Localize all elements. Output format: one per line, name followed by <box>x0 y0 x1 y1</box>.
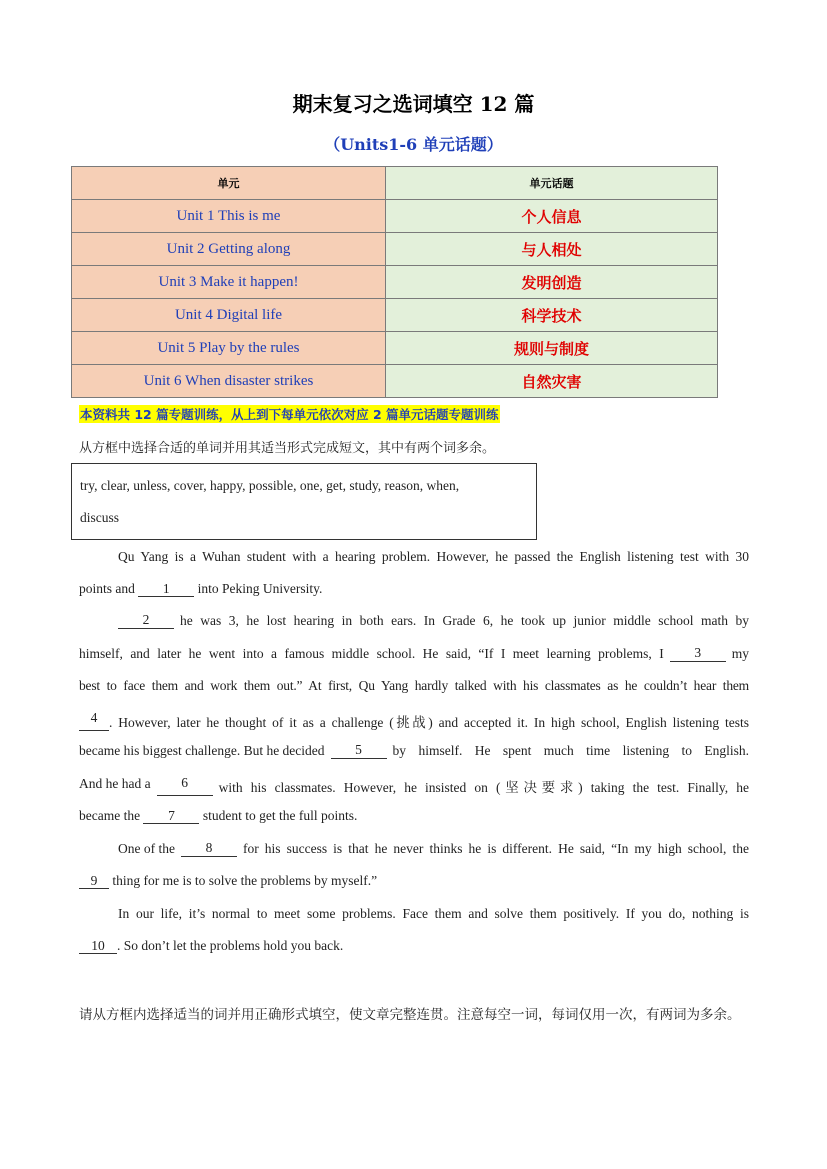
passage-line <box>79 873 749 889</box>
table-header-row <box>72 167 718 200</box>
page-title: 期末复习之选词填空 12 篇 <box>292 92 535 116</box>
passage-text: my <box>731 646 749 661</box>
unit-cell: Unit 6 When disaster strikes <box>72 365 386 398</box>
passage-line: In our life, it’s normal to meet some problems. Face them and solve them positively. If you do, nothing is <box>118 906 749 921</box>
blank-6: 6 <box>157 776 213 796</box>
table-row <box>72 200 718 233</box>
passage-text: . However, later he thought of it as a challenge (挑战) and accepted it. In high school, English listening tests <box>109 715 749 730</box>
unit-cell: Unit 2 Getting along <box>72 233 386 266</box>
instruction-text: 从方框中选择合适的单词并用其适当形式完成短文，其中有两个词多余。 <box>79 441 496 456</box>
topic-cell: 自然灾害 <box>386 365 718 398</box>
passage-line <box>79 711 749 731</box>
instruction-text-2: 请从方框内选择适当的词并用正确形式填空，使文章完整连贯。注意每空一词，每词仅用一次，有两词为多余。 <box>79 1007 741 1023</box>
passage-text: into Peking University. <box>197 581 323 596</box>
header-topic: 单元话题 <box>386 167 718 200</box>
passage-line <box>118 841 749 857</box>
topic-cell: 个人信息 <box>386 200 718 233</box>
topic-cell: 科学技术 <box>386 299 718 332</box>
passage-line <box>118 613 749 629</box>
table-row <box>72 365 718 398</box>
passage-text: became his biggest challenge. But he decided <box>79 743 325 758</box>
unit-cell: Unit 1 This is me <box>72 200 386 233</box>
passage-line <box>79 938 749 954</box>
blank-1: 1 <box>138 582 194 597</box>
table-row <box>72 233 718 266</box>
highlight-note: 本资料共 12 篇专题训练，从上到下每单元依次对应 2 篇单元话题专题训练 <box>80 407 499 422</box>
passage-text: himself, and later he went into a famous middle school. He said, “If I meet learning problems, I <box>79 646 664 661</box>
topic-cell: 发明创造 <box>386 266 718 299</box>
page-subtitle: （Units1-6 单元话题） <box>324 135 503 154</box>
blank-7: 7 <box>143 809 199 824</box>
blank-10: 10 <box>79 939 117 954</box>
passage-line <box>79 743 749 759</box>
passage-line <box>79 776 749 796</box>
passage-text: And he had a <box>79 776 151 791</box>
header-unit: 单元 <box>72 167 386 200</box>
passage-line <box>79 581 749 597</box>
topic-cell: 与人相处 <box>386 233 718 266</box>
unit-cell: Unit 5 Play by the rules <box>72 332 386 365</box>
blank-2: 2 <box>118 613 174 629</box>
unit-cell: Unit 4 Digital life <box>72 299 386 332</box>
passage-line: best to face them and work them out.” At first, Qu Yang hardly talked with his classmates as he couldn’t hear them <box>79 678 749 693</box>
word-box-line: discuss <box>80 510 120 525</box>
passage-text: . So don’t let the problems hold you back. <box>117 938 344 953</box>
table-row <box>72 299 718 332</box>
unit-topic-table <box>71 166 718 398</box>
blank-3: 3 <box>670 646 726 662</box>
blank-4: 4 <box>79 711 109 731</box>
passage-line: Qu Yang is a Wuhan student with a hearing problem. However, he passed the English listening test with 30 <box>118 549 749 564</box>
topic-cell: 规则与制度 <box>386 332 718 365</box>
passage-text: by himself. He spent much time listening to English. <box>392 743 749 758</box>
word-box <box>71 463 537 540</box>
unit-cell: Unit 3 Make it happen! <box>72 266 386 299</box>
passage-text: with his classmates. However, he insisted on (坚决要求) taking the test. Finally, he <box>218 780 749 795</box>
passage-text: One of the <box>118 841 175 856</box>
passage-text: for his success is that he never thinks he is different. He said, “In my high school, the <box>242 841 749 856</box>
blank-8: 8 <box>181 841 237 857</box>
passage-text: thing for me is to solve the problems by myself.” <box>112 873 378 888</box>
passage-text: became the <box>79 808 141 823</box>
passage-text: points and <box>79 581 135 596</box>
word-box-line: try, clear, unless, cover, happy, possible, one, get, study, reason, when, <box>80 478 460 493</box>
table-row <box>72 266 718 299</box>
passage-line <box>79 808 749 824</box>
blank-5: 5 <box>331 743 387 759</box>
passage-line <box>79 646 749 662</box>
passage-text: student to get the full points. <box>202 808 358 823</box>
table-row <box>72 332 718 365</box>
passage-text: he was 3, he lost hearing in both ears. In Grade 6, he took up junior middle school math by <box>180 613 749 628</box>
blank-9: 9 <box>79 874 109 889</box>
